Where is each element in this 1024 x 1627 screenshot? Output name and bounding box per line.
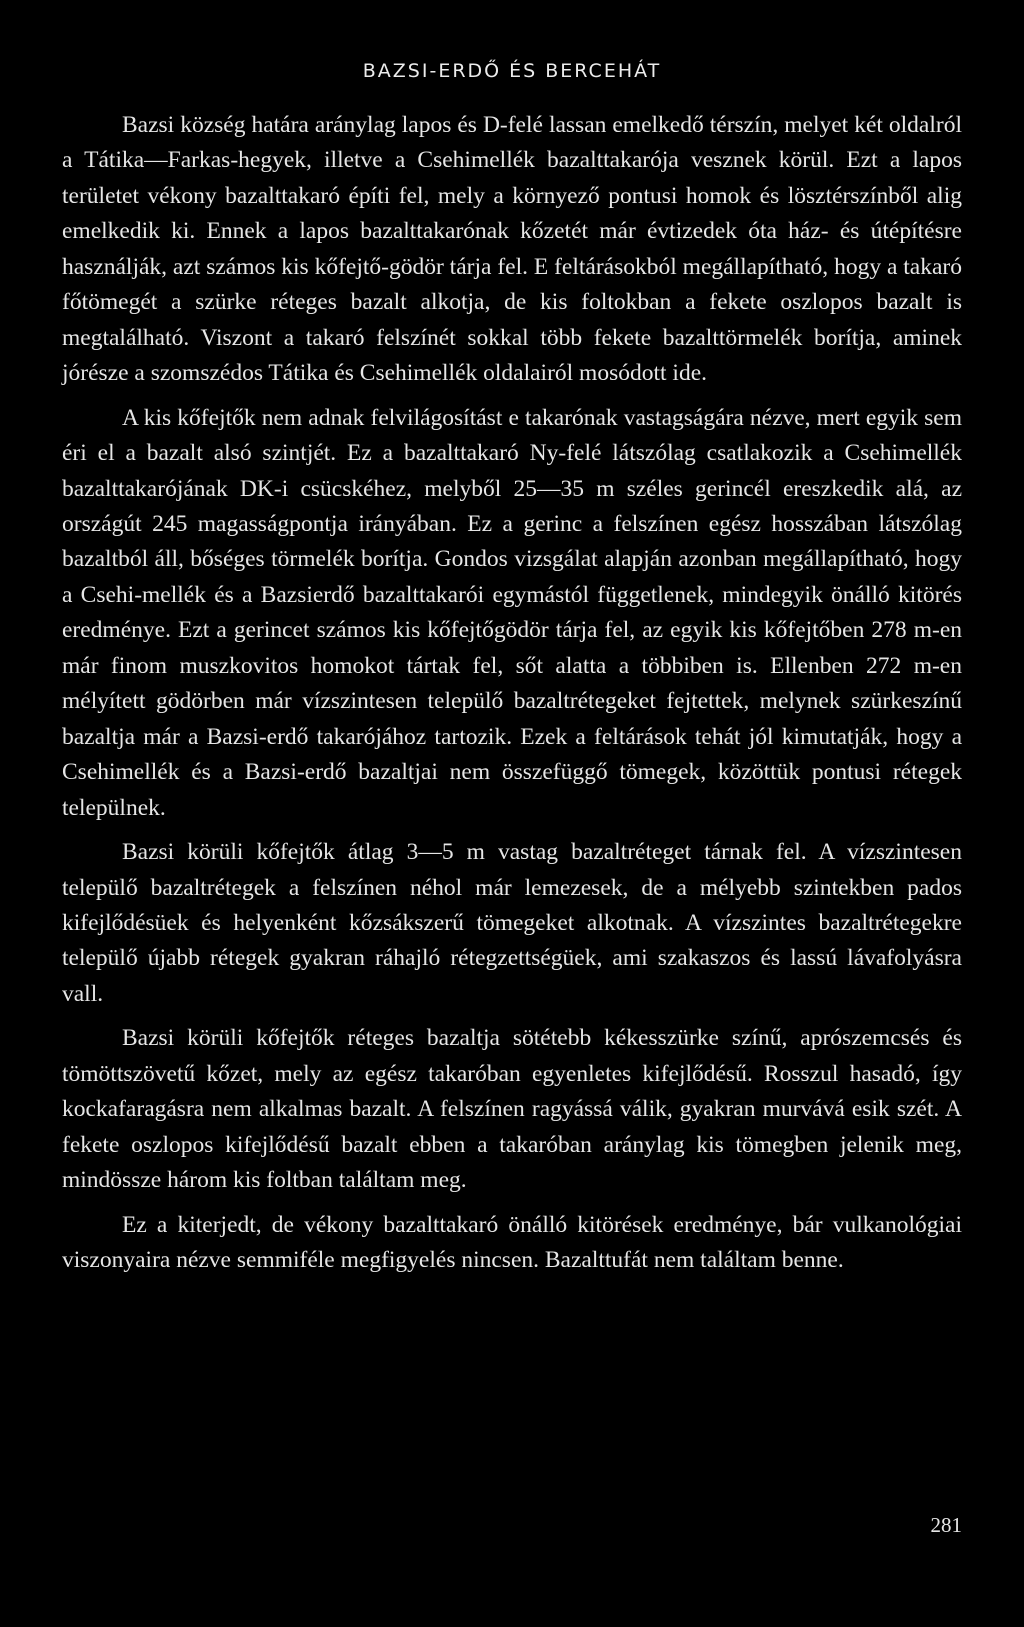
page-number: 281 (930, 1513, 962, 1537)
paragraph-5: Ez a kiterjedt, de vékony bazalttakaró önálló kitörések eredménye, bár vulkanológiai viszonyaira nézve semmiféle megfigyelés nincsen. Bazalttufát nem találtam benne. (62, 1211, 962, 1274)
body-text (62, 108, 962, 1279)
paragraph-3: Bazsi körüli kőfejtők átlag 3—5 m vastag bazaltréteget tárnak fel. A vízszintesen települő bazaltrétegek a felszínen néhol már lemezesek, de a mélyebb szintekben pados kifejlődésüek és helyenként kőzsákszerű tömegeket alkotnak. A vízszintes bazaltrétegekre települő újabb rétegek gyakran ráhajló rétegzettségüek, ami szakaszos és lassú lávafolyásra vall. (62, 839, 962, 1007)
paragraph-2: A kis kőfejtők nem adnak felvilágosítást e takarónak vastagságára nézve, mert egyik sem éri el a bazalt alsó szintjét. Ez a bazalttakaró Ny-felé látszólag csatlakozik a Csehimellék bazalttakarójának DK-i csücskéhez, melyből 25—35 m széles gerincél ereszkedik alá, az országút 245 magasságpontja irányában. Ez a gerinc a felszínen egész hosszában látszólag bazaltból áll, bőséges törmelék borítja. Gondos vizsgálat alapján azonban megállapítható, hogy a Csehi-mellék és a Bazsierdő bazalttakarói egymástól függetlenek, mindegyik önálló kitörés eredménye. Ezt a gerincet számos kis kőfejtőgödör tárja fel, az egyik kis kőfejtőben 278 m-en már finom muszkovitos homokot tártak fel, sőt alatta a többiben is. Ellenben 272 m-en mélyített gödörben már vízszintesen települő bazaltrétegeket fejtettek, melynek szürkeszínű bazaltja már a Bazsi-erdő takarójához tartozik. Ezek a feltárások tehát jól kimutatják, hogy a Csehimellék és a Bazsi-erdő bazaltjai nem összefüggő tömegek, közöttük pontusi rétegek települnek. (62, 404, 962, 821)
running-heading: BAZSI-ERDŐ ÉS BERCEHÁT (362, 60, 662, 82)
paragraph-1: Bazsi község határa aránylag lapos és D-felé lassan emelkedő térszín, melyet két oldalról a Tátika—Farkas-hegyek, illetve a Csehimellék bazalttakarója vesznek körül. Ezt a lapos területet vékony bazalttakaró építi fel, mely a környező pontusi homok és lösztérszínből alig emelkedik ki. Ennek a lapos bazalttakarónak kőzetét már évtizedek óta ház- és útépítésre használják, azt számos kis kőfejtő-gödör tárja fel. E feltárásokból megállapítható, hogy a takaró főtömegét a szürke réteges bazalt alkotja, de kis foltokban a fekete oszlopos bazalt is megtalálható. Viszont a takaró felszínét sokkal több fekete bazalttörmelék borítja, aminek jórésze a szomszédos Tátika és Csehimellék oldalairól mosódott ide. (62, 112, 962, 387)
paragraph-4: Bazsi körüli kőfejtők réteges bazaltja sötétebb kékesszürke színű, aprószemcsés és tömöttszövetű kőzet, mely az egész takaróban egyenletes kifejlődésű. Rosszul hasadó, így kockafaragásra nem alkalmas bazalt. A felszínen ragyássá válik, gyakran murvává esik szét. A fekete oszlopos kifejlődésű bazalt ebben a takaróban aránylag kis tömegben jelenik meg, mindössze három kis foltban találtam meg. (62, 1025, 962, 1194)
